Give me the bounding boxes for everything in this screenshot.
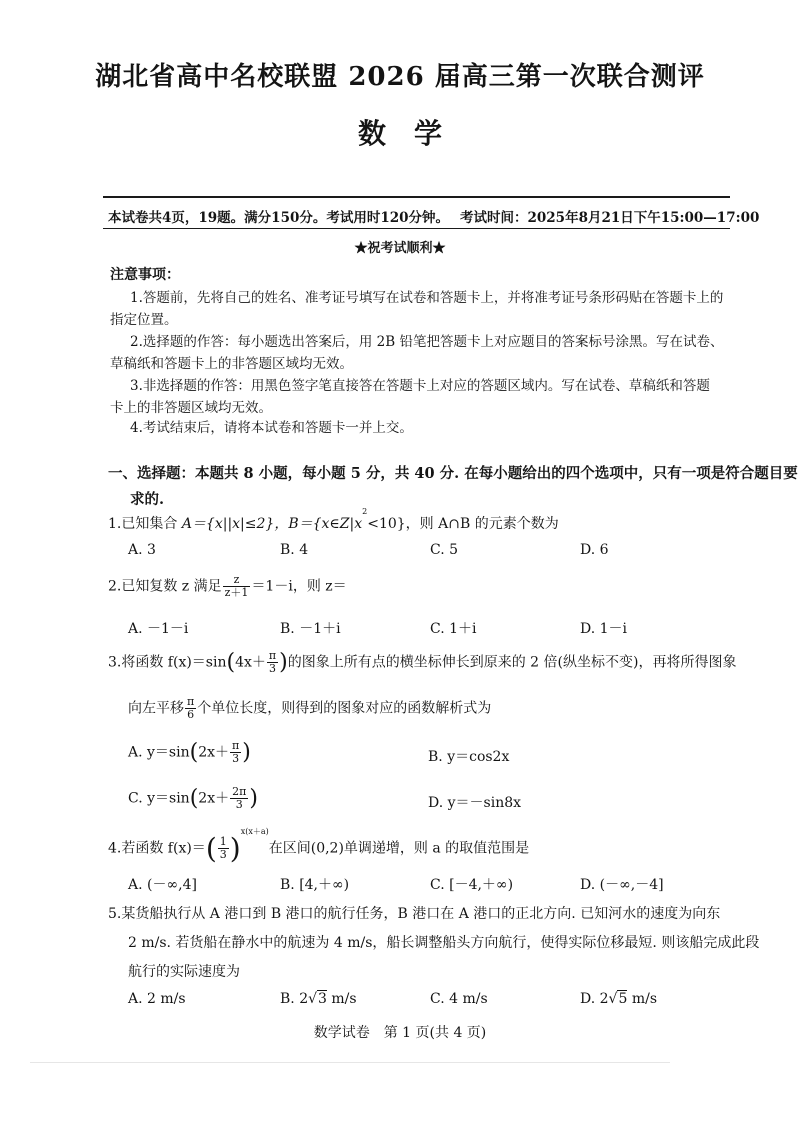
exam-info-left: 本试卷共4页，19题。满分150分。考试用时120分钟。 (108, 210, 450, 226)
header-rule-bottom (103, 228, 730, 229)
q1-option-d[interactable]: D. 6 (580, 542, 609, 558)
question-5-line2: 2 m/s. 若货船在静水中的航速为 4 m/s，船长调整船头方向航行，使得实际位移最短. 则该船完成此段 (128, 935, 760, 951)
q3-option-d[interactable]: D. y＝－sin8x (428, 795, 522, 811)
q4-option-d[interactable]: D. (－∞,－4] (580, 877, 664, 893)
header-rule-top (103, 196, 730, 198)
q5-option-b[interactable]: B. 2√3 m/s (280, 991, 357, 1007)
question-1: 1.已知集合 A＝{x||x|≤2}，$B=\{x\in Z|x^2<10\}$，则 A∩B 的元素个数为 (108, 507, 559, 532)
q1-option-b[interactable]: B. 4 (280, 542, 309, 558)
note-4-line1: 4.考试结束后，请将本试卷和答题卡一并上交。 (130, 420, 413, 436)
exam-title: 湖北省高中名校联盟 2026 届高三第一次联合测评 (95, 62, 705, 92)
q4-option-b[interactable]: B. [4,＋∞) (280, 877, 350, 893)
notes-heading: 注意事项： (110, 267, 180, 283)
note-3-line2: 卡上的非答题区域均无效。 (110, 400, 272, 416)
q5-option-c[interactable]: C. 4 m/s (430, 991, 488, 1007)
section1-heading-cont: 求的. (130, 491, 165, 508)
subject-title: 数学 (357, 117, 470, 150)
q1-option-c[interactable]: C. 5 (430, 542, 459, 558)
q1-option-a[interactable]: A. 3 (128, 542, 156, 558)
q5-option-a[interactable]: A. 2 m/s (128, 991, 186, 1007)
note-2-line2: 草稿纸和答题卡上的非答题区域均无效。 (110, 356, 353, 372)
q5-option-d[interactable]: D. 2√5 m/s (580, 991, 658, 1007)
question-2: 2.已知复数 z 满足 $\frac{z}{z+1}$ ＝1－i，则 z＝ (108, 573, 347, 599)
q3-option-c[interactable]: C. y＝sin(2x＋ $\frac{2\pi}{3}$ ) (128, 785, 258, 811)
q2-option-b[interactable]: B. －1＋i (280, 621, 341, 637)
note-3-line1: 3.非选择题的作答：用黑色签字笔直接答在答题卡上对应的答题区域内。写在试卷、草稿纸和答题 (130, 378, 710, 394)
q3-option-a[interactable]: A. y＝sin(2x＋ $\frac{\pi}{3}$ ) (128, 739, 251, 765)
q3-option-b[interactable]: B. y＝cos2x (428, 749, 510, 765)
section1-heading: 一、选择题：本题共 8 小题，每小题 5 分，共 40 分. 在每小题给出的四个选项中，只有一项是符合题目要 (108, 465, 798, 482)
question-5-line3: 航行的实际速度为 (128, 964, 240, 980)
note-2-line1: 2.选择题的作答：每小题选出答案后，用 2B 铅笔把答题卡上对应题目的答案标号涂黑。写在试卷、 (130, 334, 724, 350)
q2-option-a[interactable]: A. －1－i (128, 621, 189, 637)
q4-option-c[interactable]: C. [－4,＋∞) (430, 877, 514, 893)
page-footer: 数学试卷 第 1 页(共 4 页) (313, 1025, 487, 1041)
note-1-line2: 指定位置。 (110, 312, 178, 328)
q4-option-a[interactable]: A. (－∞,4] (128, 877, 197, 893)
bottom-rule (30, 1062, 670, 1063)
exam-info-right: 考试时间：2025年8月21日下午15:00—17:00 (460, 210, 760, 226)
q2-option-d[interactable]: D. 1－i (580, 621, 628, 637)
q2-fraction: $\frac{z}{z+1}$ (224, 573, 249, 599)
q2-option-c[interactable]: C. 1＋i (430, 621, 477, 637)
note-1-line1: 1.答题前，先将自己的姓名、准考证号填写在试卷和答题卡上，并将准考证号条形码贴在答题卡上的 (130, 290, 724, 306)
blessing: ★祝考试顺利★ (354, 241, 446, 256)
question-4: 4.若函数 f(x)＝( $\frac{1}{3}$ )$^{x(x+a)}$在区间(0,2)单调递增，则 a 的取值范围是 (108, 827, 530, 865)
question-5: 5.某货船执行从 A 港口到 B 港口的航行任务，B 港口在 A 港口的正北方向. 已知河水的速度为向东 (108, 906, 721, 922)
question-3: 3.将函数 f(x)＝sin(4x＋ $\frac{\pi}{3}$ )的图象上所有点的横坐标伸长到原来的 2 倍(纵坐标不变)，再将所得图象 (108, 649, 737, 675)
question-3-line2: 向左平移 $\frac{\pi}{6}$ 个单位长度，则得到的图象对应的函数解析式为 (128, 695, 492, 721)
